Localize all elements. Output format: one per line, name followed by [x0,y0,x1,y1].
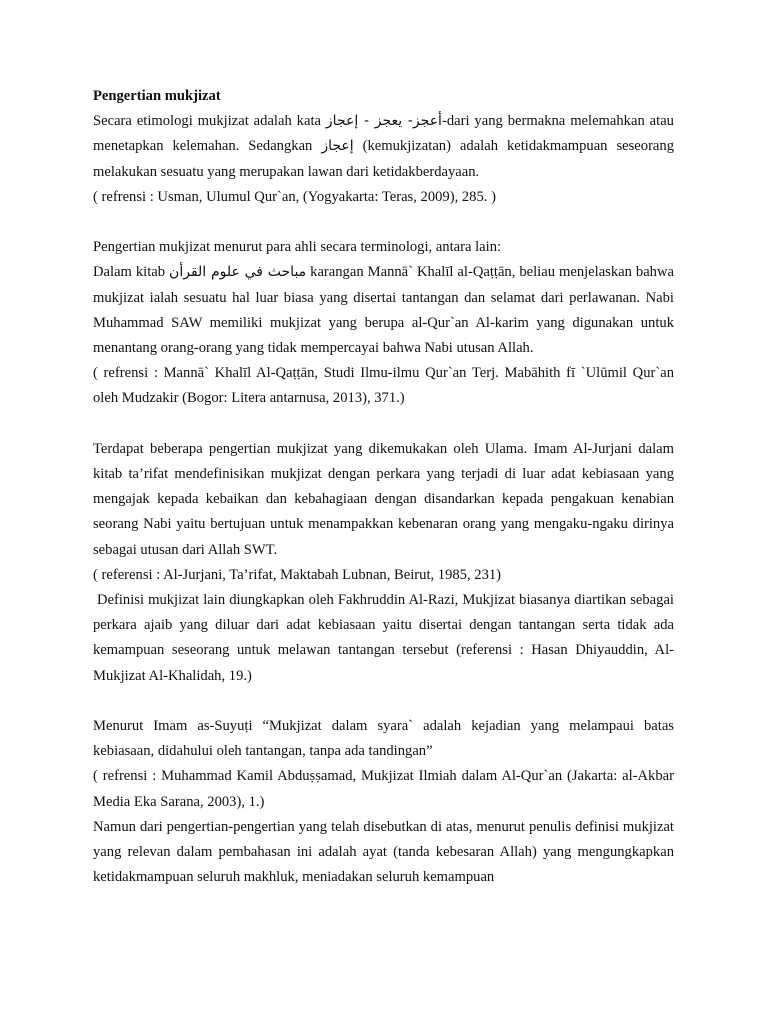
reference-2: ( refrensi : Mannā` Khalīl Al-Qaṭṭān, Studi Ilmu-ilmu Qur`an Terj. Mabāhith fī `Ulūmil Qur`an oleh Mudzakir (Bogor: Litera antarnusa, 2013), 371.) [93,365,674,407]
reference-3: ( referensi : Al-Jurjani, Ta’rifat, Maktabah Lubnan, Beirut, 1985, 231) [93,566,502,583]
p3-after: karangan Mannā` Khalīl al-Qaṭṭān, beliau menjelaskan bahwa mukjizat ialah sesuatu hal luar biasa yang disertai tantangan dan selamat dari perlawanan. Nabi Muhammad SAW memiliki mukjizat yang berupa al-Qur`an Al-karim yang digunakan untuk menantang orang-orang yang tidak mempercayai bahwa Nabi utusan Allah. [93,264,674,357]
p1-after-2: (kemukjizatan) adalah ketidakmampuan seseorang melakukan sesuatu yang merupakan lawan dari ketidakberdayaan. [93,138,674,180]
document-page [93,84,674,890]
reference-4: ( refrensi : Muhammad Kamil Abduṣṣamad, Mukjizat Ilmiah dalam Al-Qur`an (Jakarta: al-Akbar Media Eka Sarana, 2003), 1.) [93,768,674,810]
paragraph-etymology [93,109,674,185]
paragraph-terminology-intro: Pengertian mukjizat menurut para ahli secara terminologi, antara lain: [93,239,502,256]
p3-arabic: مباحث في علوم القرأن [169,264,307,281]
p3-before: Dalam kitab [93,264,170,281]
paragraph-razi: Definisi mukjizat lain diungkapkan oleh Fakhruddin Al-Razi, Mukjizat biasanya diartikan sebagai perkara ajaib yang diluar dari adat kebiasaan yaitu disertai dengan tantangan serta tidak ada kemampuan seseorang untuk melawan tantangan tersebut (referensi : Hasan Dhiyauddin, Al-Mukjizat Al-Khalidah, 19.) [93,592,674,684]
paragraph-suyuti: Menurut Imam as-Suyuṭi “Mukjizat dalam syara` adalah kejadian yang melampaui batas kebiasaan, didahului oleh tantangan, tanpa ada tandingan” [93,718,674,760]
spacer [93,412,674,437]
paragraph-jurjani: Terdapat beberapa pengertian mukjizat yang dikemukakan oleh Ulama. Imam Al-Jurjani dalam kitab ta’rifat mendefinisikan mukjizat dengan perkara yang terjadi di luar adat kebiasaan yang mengajak kepada kebaikan dan kebahagiaan dengan disandarkan kepada pengakuan kenabian seorang Nabi yaitu bertujuan untuk menampakkan kebenaran orang yang mengaku-ngaku dirinya sebagai utusan dari Allah SWT. [93,440,674,558]
p1-before: Secara etimologi mukjizat adalah kata [93,113,326,130]
section-heading: Pengertian mukjizat [93,88,221,104]
p1-after: -dari yang bermakna melemahkan atau menetapkan kelemahan. Sedangkan [93,113,674,155]
spacer [93,689,674,714]
paragraph-qattan [93,260,674,361]
reference-1: ( refrensi : Usman, Ulumul Qur`an, (Yogyakarta: Teras, 2009), 285. ) [93,188,496,205]
p1-arabic: أعجز- يعجز - إعجاز [325,113,442,130]
spacer [93,210,674,235]
paragraph-conclusion: Namun dari pengertian-pengertian yang telah disebutkan di atas, menurut penulis definisi mukjizat yang relevan dalam pembahasan ini adalah ayat (tanda kebesaran Allah) yang mengungkapkan ketidakmampuan seluruh makhluk, meniadakan seluruh kemampuan [93,818,674,886]
p1-arabic-2: إعجاز [321,138,354,155]
